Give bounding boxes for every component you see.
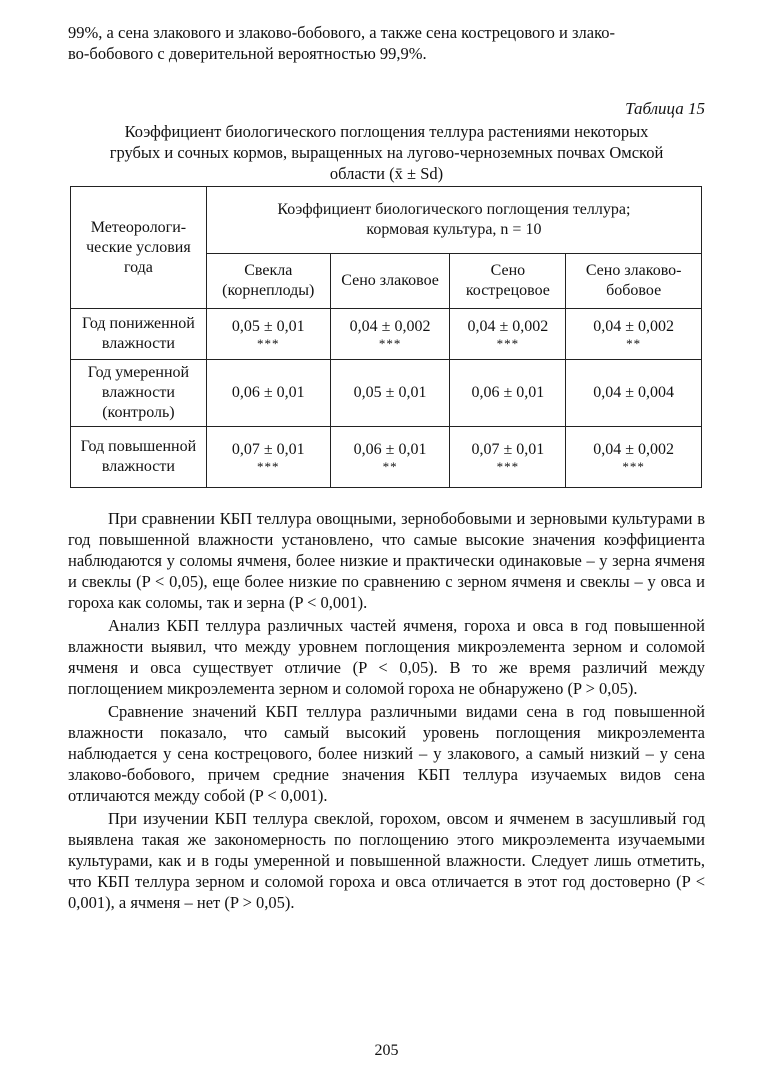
table-cell xyxy=(330,427,450,488)
table-cell xyxy=(206,427,330,488)
header-col-hay-grass: Сено злаковое xyxy=(330,254,450,309)
cell-value: 0,06 ± 0,01 xyxy=(353,441,427,458)
table-cell xyxy=(330,309,450,360)
table-row xyxy=(71,309,702,360)
cell-value: 0,04 ± 0,002 xyxy=(349,318,431,335)
table-row xyxy=(71,427,702,488)
header-group-title-line-1: Коэффициент биологического поглощения теллура; xyxy=(277,201,631,218)
page-number: 205 xyxy=(374,1042,399,1059)
header-col-hay-grass-legume: Сено злаково-бобовое xyxy=(566,254,702,309)
table-cell xyxy=(450,360,566,427)
table-caption xyxy=(68,121,705,184)
body-text xyxy=(68,508,705,913)
header-group-title xyxy=(206,187,701,254)
data-table xyxy=(70,186,702,488)
table-cell xyxy=(450,309,566,360)
paragraph-2: Анализ КБП теллура различных частей ячменя, гороха и овса в год повышенной влажности выявил, что между уровнем поглощения микроэлемента зерном и соломой ячменя и овса существует отличие (P < 0,05). В то же время различий между поглощением микроэлемента зерном и соломой гороха не обнаружено (P > 0,05). xyxy=(68,616,705,698)
page-content xyxy=(68,22,705,913)
table-label: Таблица 15 xyxy=(625,99,705,118)
cell-value: 0,05 ± 0,01 xyxy=(231,318,305,335)
significance-stars: *** xyxy=(378,336,402,351)
cell-value: 0,04 ± 0,002 xyxy=(593,441,675,458)
significance-stars: *** xyxy=(257,336,280,351)
significance-stars: ** xyxy=(382,459,398,474)
significance-stars: *** xyxy=(257,459,280,474)
table-cell xyxy=(450,427,566,488)
paragraph-1: При сравнении КБП теллура овощными, зернобобовыми и зерновыми культурами в год повышенной влажности установлено, что самые высокие значения коэффициента наблюдаются у соломы ячменя, более низкие и практически одинаковые – у зерна ячменя и свеклы (P < 0,05), еще более низкие по сравнению с зерном ячменя и свеклы – у овса и гороха как соломы, так и зерна (P < 0,001). xyxy=(68,509,705,612)
paragraph-3: Сравнение значений КБП теллура различными видами сена в год повышенной влажности показало, что самый высокий уровень поглощения микроэлемента наблюдается у сена кострецового, более низкий – у злакового, а самый низкий – у сена злаково-бобового, причем средние значения КБП теллура изучаемых видов сена отличаются между собой (P < 0,001). xyxy=(68,702,705,805)
table-cell xyxy=(566,309,702,360)
significance-stars: ** xyxy=(626,336,642,351)
intro-line-2: во-бобового с доверительной вероятностью 99,9%. xyxy=(68,44,427,63)
row-label: Год повышенной влажности xyxy=(71,427,207,488)
table-cell xyxy=(566,360,702,427)
intro-line-1: 99%, а сена злакового и злаково-бобового, а также сена кострецового и злако- xyxy=(68,23,615,42)
table-cell xyxy=(566,427,702,488)
intro-paragraph xyxy=(68,22,705,64)
table-cell xyxy=(206,360,330,427)
significance-stars: *** xyxy=(622,459,645,474)
cell-value: 0,07 ± 0,01 xyxy=(231,441,305,458)
table-row xyxy=(71,360,702,427)
significance-stars: *** xyxy=(496,336,520,351)
table-cell xyxy=(206,309,330,360)
cell-value: 0,07 ± 0,01 xyxy=(471,441,545,458)
cell-value: 0,04 ± 0,002 xyxy=(467,318,549,335)
cell-value: 0,06 ± 0,01 xyxy=(231,384,305,401)
table-header-row xyxy=(71,187,702,254)
table-caption-line-3: области (x̄ ± Sd) xyxy=(329,164,444,183)
header-col-beet: Свекла (корнеплоды) xyxy=(206,254,330,309)
header-group-title-line-2: кормовая культура, n = 10 xyxy=(366,221,542,238)
header-col-hay-brome: Сено кострецовое xyxy=(450,254,566,309)
paragraph-4: При изучении КБП теллура свеклой, горохом, овсом и ячменем в засушливый год выявлена такая же закономерность по поглощению этого микроэлемента изучаемыми культурами, как и в годы умеренной и повышенной влажности. Следует лишь отметить, что КБП теллура зерном и соломой гороха и овса отличается в этот год достоверно (P < 0,001), а ячменя – нет (P > 0,05). xyxy=(68,809,705,912)
row-label: Год пониженной влажности xyxy=(71,309,207,360)
table-cell xyxy=(330,360,450,427)
cell-value: 0,04 ± 0,004 xyxy=(593,384,675,401)
table-caption-line-2: грубых и сочных кормов, выращенных на лугово-черноземных почвах Омской xyxy=(109,143,664,162)
header-row-label: Метеорологи-ческие условия года xyxy=(71,187,207,309)
table-caption-line-1: Коэффициент биологического поглощения теллура растениями некоторых xyxy=(124,122,649,141)
cell-value: 0,06 ± 0,01 xyxy=(471,384,545,401)
significance-stars: *** xyxy=(496,459,520,474)
row-label: Год умеренной влажности (контроль) xyxy=(71,360,207,427)
cell-value: 0,05 ± 0,01 xyxy=(353,384,427,401)
cell-value: 0,04 ± 0,002 xyxy=(593,318,675,335)
